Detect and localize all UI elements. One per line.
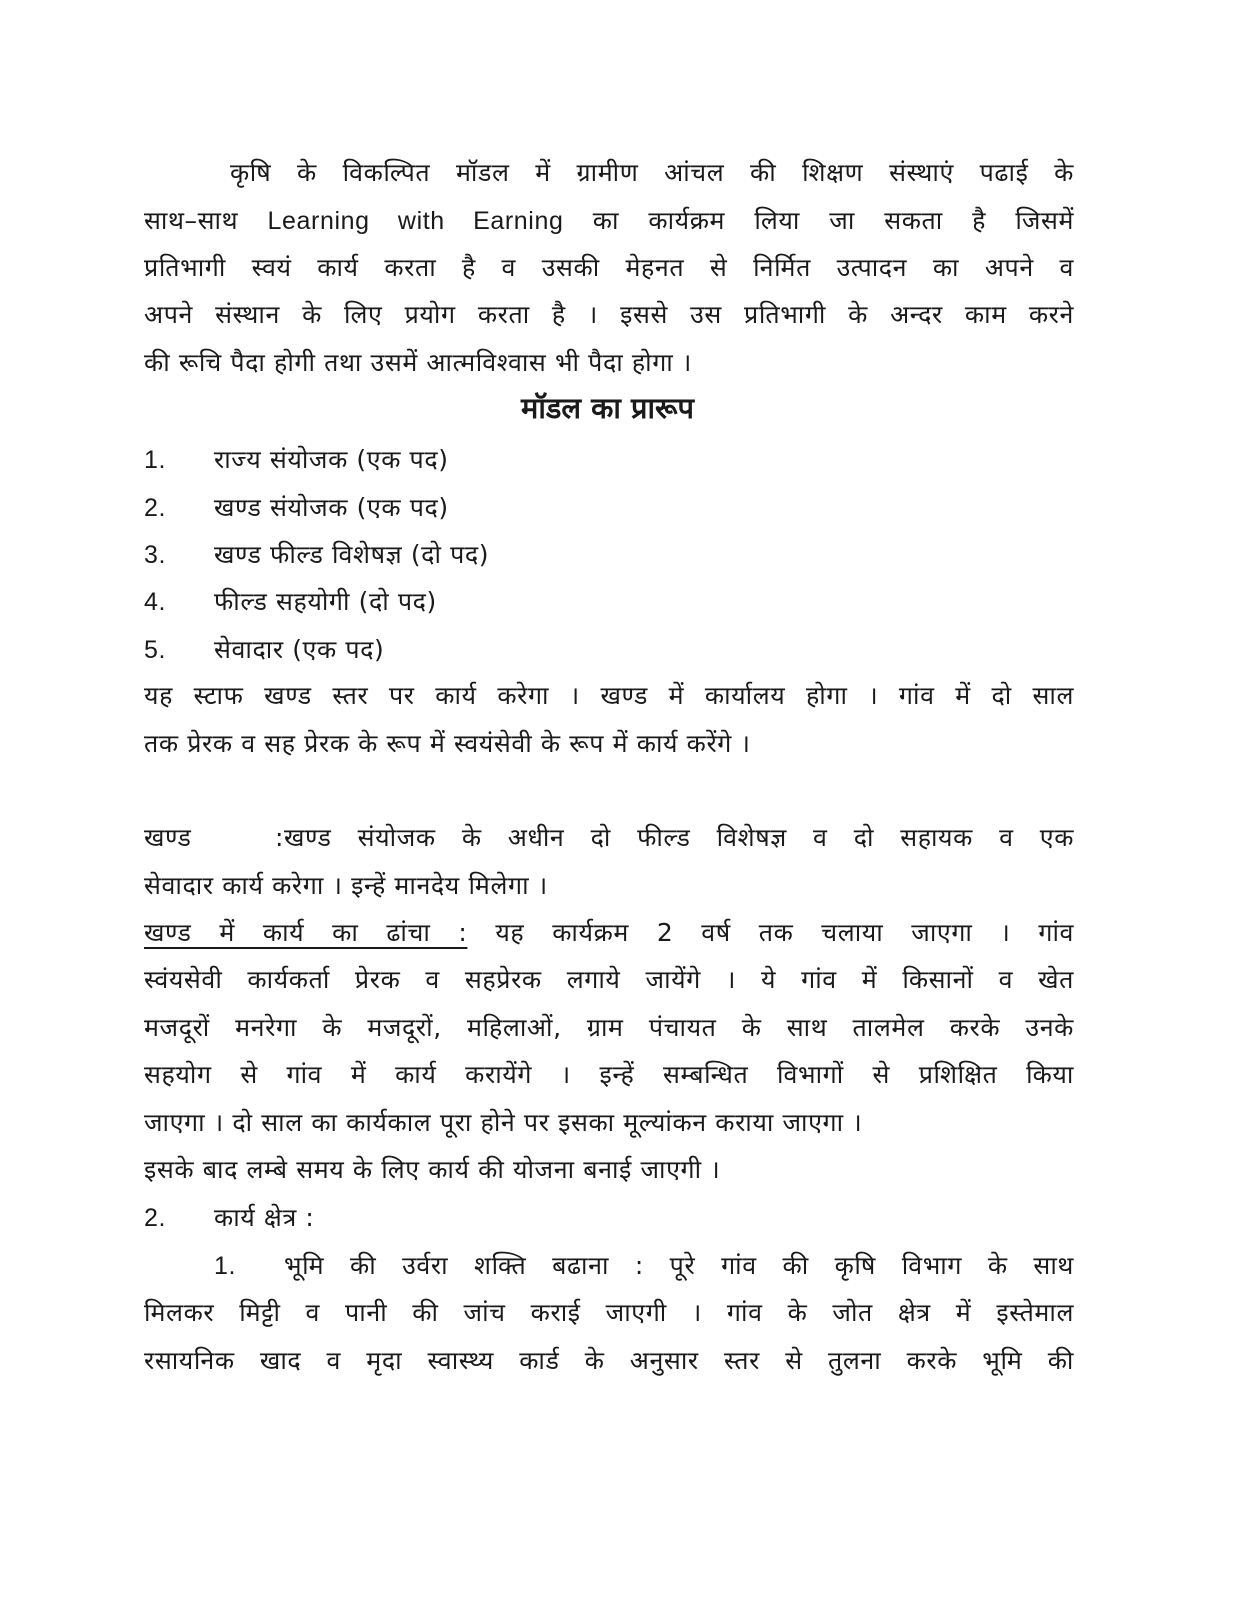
post-text: फील्ड सहयोगी (दो पद) [214,587,437,616]
post-item-5 [144,632,1074,668]
paragraph1-line1: कृषि के विकल्पित मॉडल में ग्रामीण आंचल की शिक्षण संस्थाएं पढाई के [230,158,1074,187]
post-text: खण्ड संयोजक (एक पद) [214,493,449,522]
structure-line1-text: यह कार्यक्रम 2 वर्ष तक चलाया जाएगा । गांव [495,918,1074,947]
structure-heading: खण्ड में कार्य का ढांचा : [144,918,468,947]
post-item-4 [144,584,1074,620]
post-item-1 [144,442,1074,478]
khand-line2: सेवादार कार्य करेगा । इन्हें मानदेय मिलेगा । [144,871,548,900]
work-area-item1-line3: रसायनिक खाद व मृदा स्वास्थ्य कार्ड के अनुसार स्तर से तुलना करके भूमि की [144,1346,1074,1375]
paragraph1-line2-start: साथ–साथ [144,206,239,235]
work-area-item1-line1 [214,1248,1074,1284]
work-area-number: 2. [144,1204,167,1232]
paragraph1-line2 [144,203,1074,239]
work-area-item1-text: भूमि की उर्वरा शक्ति बढाना : पूरे गांव की कृषि विभाग के साथ [284,1251,1074,1280]
paragraph1-line4: अपने संस्थान के लिए प्रयोग करता है । इससे उस प्रतिभागी के अन्दर काम करने [144,300,1074,329]
work-area-label: कार्य क्षेत्र : [214,1203,315,1232]
khand-label: खण्ड : [144,823,284,852]
structure-line2: स्वंयसेवी कार्यकर्ता प्रेरक व सहप्रेरक लगाये जायेंगे । ये गांव में किसानों व खेत [144,965,1074,994]
post-number: 2. [144,494,167,522]
work-area-item1-line2: मिलकर मिट्टी व पानी की जांच कराई जाएगी । गांव के जोत क्षेत्र में इस्तेमाल [144,1298,1074,1327]
structure-line6: इसके बाद लम्बे समय के लिए कार्य की योजना बनाई जाएगी । [144,1155,721,1184]
post-item-3 [144,537,1074,573]
post-item-2 [144,490,1074,526]
structure-line1 [144,915,1074,951]
post-number: 4. [144,588,167,616]
structure-line5: जाएगा । दो साल का कार्यकाल पूरा होने पर इसका मूल्यांकन कराया जाएगा । [144,1108,863,1137]
post-text: राज्य संयोजक (एक पद) [214,445,449,474]
paragraph1-line2-end: का कार्यक्रम लिया जा सकता है जिसमें [592,206,1074,235]
post-number: 5. [144,636,167,664]
khand-line1-text: खण्ड संयोजक के अधीन दो फील्ड विशेषज्ञ व दो सहायक व एक [284,823,1074,852]
khand-line1 [144,820,1074,856]
work-area-item-number: 1. [214,1252,237,1280]
section-heading: मॉडल का प्रारूप [520,391,695,425]
learning-with-earning-text: Learning with Earning [267,207,564,235]
work-area-heading [144,1200,1074,1236]
staff-line2: तक प्रेरक व सह प्रेरक के रूप में स्वयंसेवी के रूप में कार्य करेंगे । [144,729,751,758]
paragraph1-line5: की रूचि पैदा होगी तथा उसमें आत्मविश्वास भी पैदा होगा । [144,348,692,377]
post-number: 3. [144,541,167,569]
staff-line1: यह स्टाफ खण्ड स्तर पर कार्य करेगा । खण्ड में कार्यालय होगा । गांव में दो साल [144,681,1074,710]
paragraph1-line3: प्रतिभागी स्वयं कार्य करता है व उसकी मेहनत से निर्मित उत्पादन का अपने व [144,253,1074,282]
post-number: 1. [144,446,167,474]
structure-line4: सहयोग से गांव में कार्य करायेंगे । इन्हें सम्बन्धित विभागों से प्रशिक्षित किया [144,1060,1074,1089]
structure-line3: मजदूरों मनरेगा के मजदूरों, महिलाओं, ग्राम पंचायत के साथ तालमेल करके उनके [144,1013,1074,1042]
post-text: खण्ड फील्ड विशेषज्ञ (दो पद) [214,540,490,569]
post-text: सेवादार (एक पद) [214,635,385,664]
